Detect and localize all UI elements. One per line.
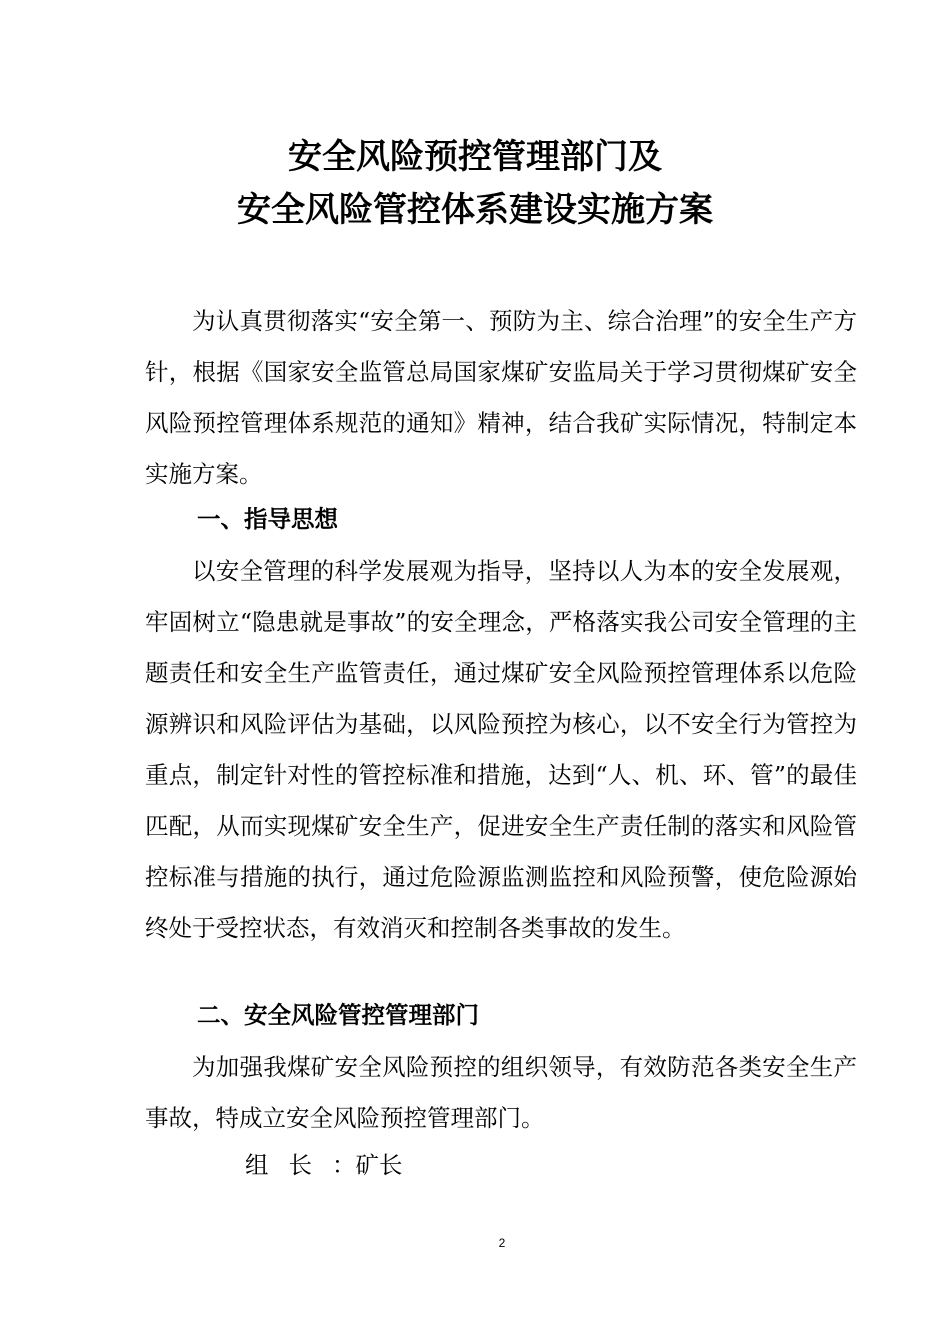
document-title-line-1: 安全风险预控管理部门及 [288, 137, 662, 177]
section-2-heading: 二、安全风险管控管理部门 [197, 1001, 479, 1029]
page-number: 2 [498, 1236, 506, 1250]
intro-paragraph: 为认真贯彻落实“安全第一、预防为主、综合治理”的安全生产方针，根据《国家安全监管总局国家煤矿安监局关于学习贯彻煤矿安全风险预控管理体系规范的通知》精神，结合我矿实际情况，特制定本实施方案。 [145, 307, 857, 488]
group-leader-colon: ： [331, 1151, 356, 1179]
section-1-body: 以安全管理的科学发展观为指导，坚持以人为本的安全发展观，牢固树立“隐患就是事故”的安全理念，严格落实我公司安全管理的主题责任和安全生产监管责任，通过煤矿安全风险预控管理体系以危险源辨识和风险评估为基础，以风险预控为核心，以不安全行为管控为重点，制定针对性的管控标准和措施，达到“人、机、环、管”的最佳匹配，从而实现煤矿安全生产，促进安全生产责任制的落实和风险管控标准与措施的执行，通过危险源监测监控和风险预警，使危险源始终处于受控状态，有效消灭和控制各类事故的发生。 [145, 557, 857, 942]
section-2-body: 为加强我煤矿安全风险预控的组织领导，有效防范各类安全生产事故，特成立安全风险预控管理部门。 [145, 1053, 857, 1132]
group-leader-line [245, 1148, 402, 1182]
group-leader-label: 组长 [245, 1151, 332, 1179]
section-1-heading: 一、指导思想 [197, 505, 338, 533]
document-title-line-2: 安全风险管控体系建设实施方案 [237, 190, 713, 230]
group-leader-value: 矿长 [355, 1151, 403, 1179]
